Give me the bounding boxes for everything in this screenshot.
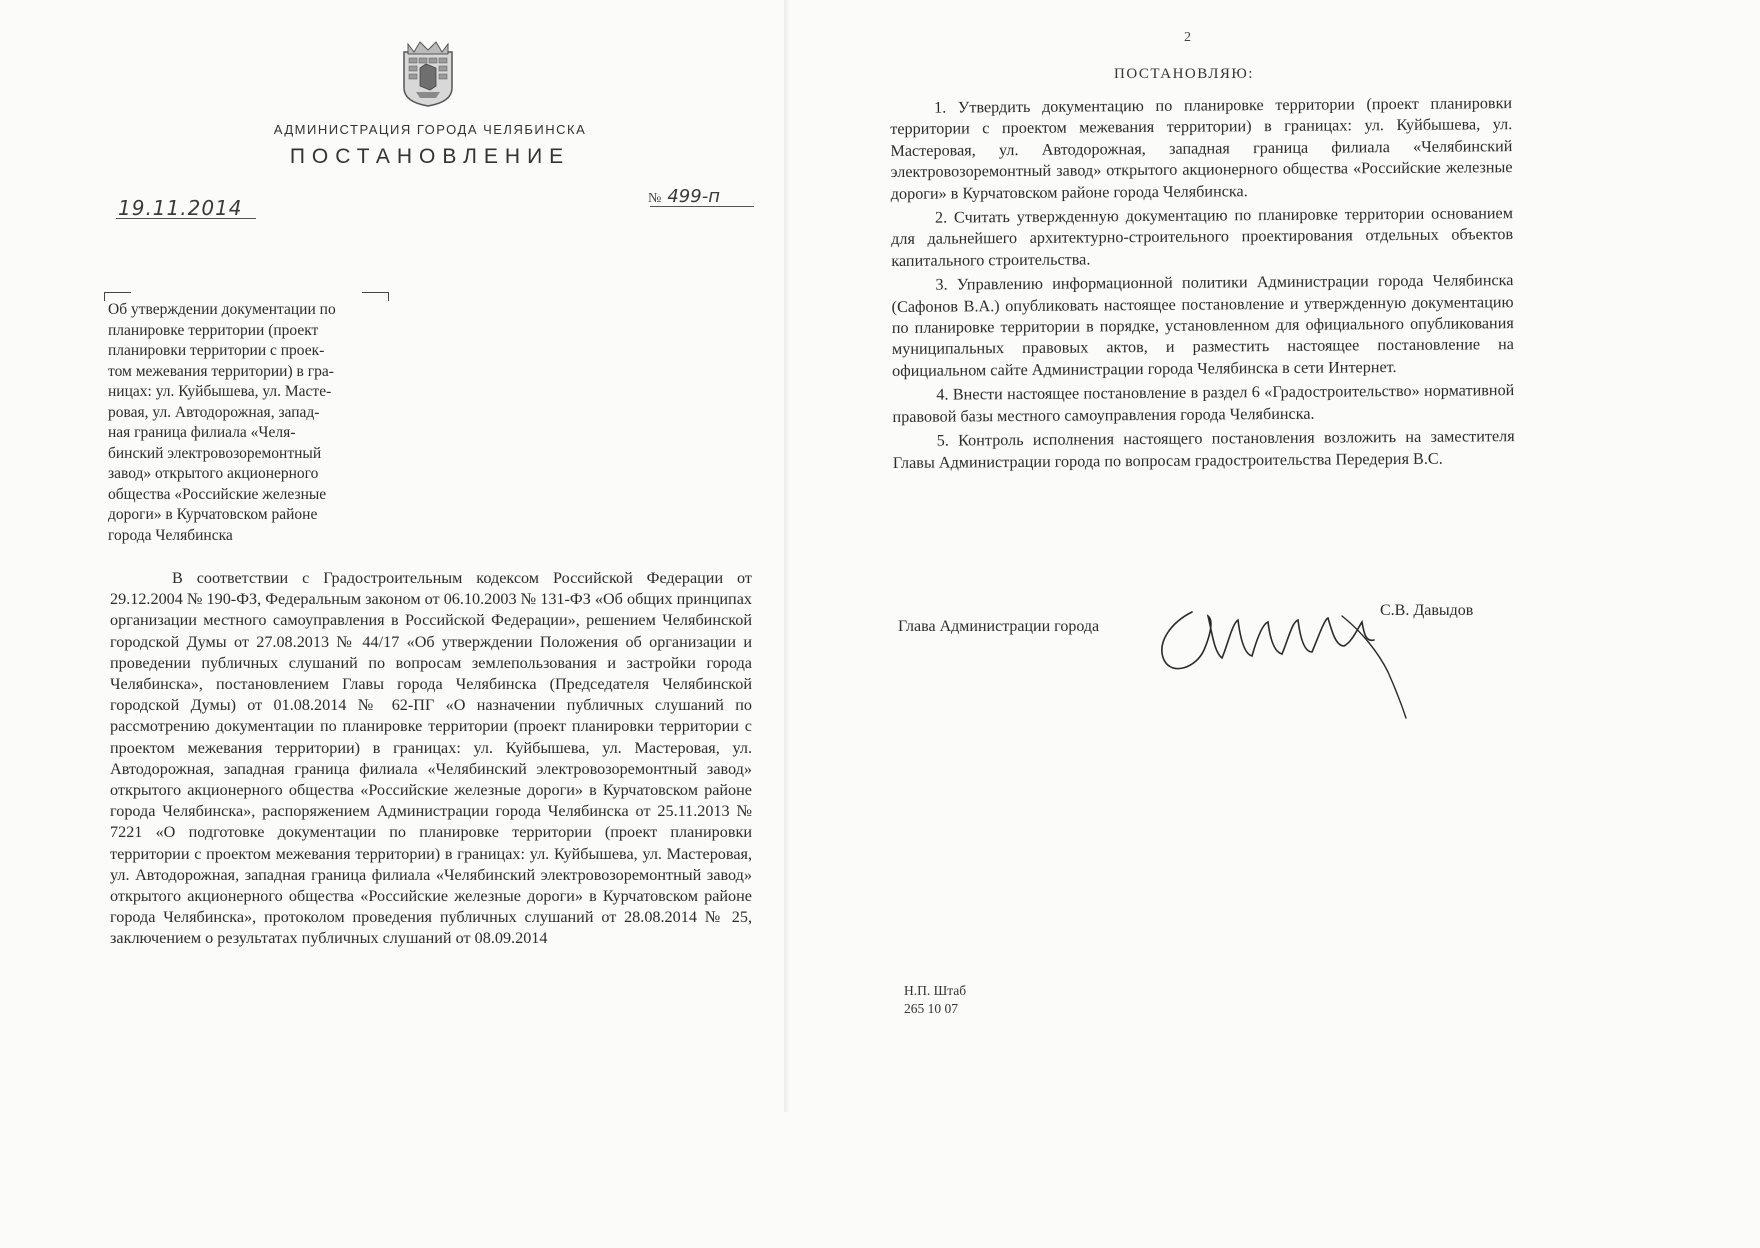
page-fold-shadow <box>784 0 790 1112</box>
title-line: планировке территории (проект <box>108 321 319 339</box>
title-line: ная граница филиала «Челя- <box>108 424 296 441</box>
title-line: том межевания территории) в гра- <box>108 362 334 380</box>
title-line: бинский электровозоремонтный <box>108 444 322 462</box>
document-type-title: ПОСТАНОВЛЕНИЕ <box>289 145 571 168</box>
document-number: 499-п <box>667 186 720 207</box>
clause-5: 5. Контроль исполнения настоящего постановления возложить на заместителя Главы Администрации города по вопросам градостроительства Передерия В.С. <box>892 427 1515 472</box>
clause-1: 1. Утвердить документацию по планировке территории (проект планировки территории с проектом межевания территории) в границах: ул. Куйбышева, ул. Мастеровая, ул. Автодорожная, западная граница филиала «Челябинский электровозоремонтный завод» открытого акционерного общества «Российские железные дороги» в Курчатовском районе города Челябинска. <box>890 94 1513 203</box>
clause-4: 4. Внести настоящее постановление в раздел 6 «Градостроительство» нормативной правовой базы местного самоуправления города Челябинска. <box>892 381 1515 426</box>
title-line: планировки территории с проек- <box>108 342 325 359</box>
administration-name: АДМИНИСТРАЦИЯ ГОРОДА ЧЕЛЯБИНСКА <box>273 122 587 137</box>
coat-of-arms-icon <box>396 38 460 108</box>
title-line: завод» открытого акционерного <box>108 465 319 482</box>
title-line: дороги» в Курчатовском районе <box>108 506 318 523</box>
title-line: ровая, ул. Автодорожная, запад- <box>108 403 320 421</box>
right-page <box>784 0 1568 1112</box>
handwritten-signature <box>1152 572 1452 732</box>
title-line: ницах: ул. Куйбышева, ул. Масте- <box>108 383 332 400</box>
page-number: 2 <box>1184 30 1191 45</box>
preamble-text: В соответствии с Градостроительным кодексом Российской Федерации от 29.12.2004 № 190-ФЗ, Федеральным законом от 06.10.2003 № 131-ФЗ «Об общих принципах организации местного самоуправления в Российской Федерации», решением Челябинской городской Думы от 27.08.2013 № 44/17 «Об утверждении Положения об организации и проведении публичных слушаний по вопросам землепользования и застройки города Челябинска», постановлением Главы города Челябинска (Председателя Челябинской городской Думы) от 01.08.2014 № 62-ПГ «О назначении публичных слушаний по рассмотрению документации по планировке территории (проект планировки территории с проектом межевания территории) в границах: ул. Куйбышева, ул. Мастеровая, ул. Автодорожная, западная граница филиала «Челябинский электровозоремонтный завод» открытого акционерного общества «Российские железные дороги» в Курчатовском районе города Челябинска», распоряжением Администрации города Челябинска от 25.11.2013 № 7221 «О подготовке документации по планировке территории (проект планировки территории с проектом межевания территории) в границах: ул. Куйбышева, ул. Мастеровая, ул. Автодорожная, западная граница филиала «Челябинский электровозоремонтный завод» открытого акционерного общества «Российские железные дороги» в Курчатовском районе города Челябинска», протоколом проведения публичных слушаний от 28.08.2014 № 25, заключением о результатах публичных слушаний от 08.09.2014 <box>110 569 752 948</box>
title-line: общества «Российские железные <box>108 485 327 503</box>
number-prefix: № <box>648 191 662 206</box>
left-page <box>0 0 784 1112</box>
decree-heading: ПОСТАНОВЛЯЮ: <box>1114 66 1254 82</box>
title-line: города Челябинска <box>108 526 233 544</box>
clause-3: 3. Управлению информационной политики Администрации города Челябинска (Сафонов В.А.) опубликовать настоящее постановление и утвержденную документацию по планировке территории в порядке, установленном для официального опубликования муниципальных правовых актов, и разместить настоящее постановление на официальном сайте Администрации города Челябинска в сети Интернет. <box>891 271 1515 380</box>
document-number-field <box>648 186 720 207</box>
date-underline <box>116 218 256 219</box>
document-date: 19.11.2014 <box>118 196 243 220</box>
number-underline <box>650 206 754 207</box>
executor-name: Н.П. Штаб <box>904 983 967 998</box>
signatory-title: Глава Администрации города <box>898 618 1100 635</box>
preamble <box>110 568 752 950</box>
title-line: Об утверждении документации по <box>108 301 336 318</box>
executor-phone: 265 10 07 <box>904 1001 958 1016</box>
decree-clauses <box>890 93 1515 477</box>
clause-2: 2. Считать утвержденную документацию по планировке территории основанием для дальнейшего архитектурно-строительного проектирования отдельных объектов капитального строительства. <box>891 204 1514 270</box>
signatory-name: С.В. Давыдов <box>1380 602 1474 619</box>
document-subject-title <box>108 300 388 546</box>
